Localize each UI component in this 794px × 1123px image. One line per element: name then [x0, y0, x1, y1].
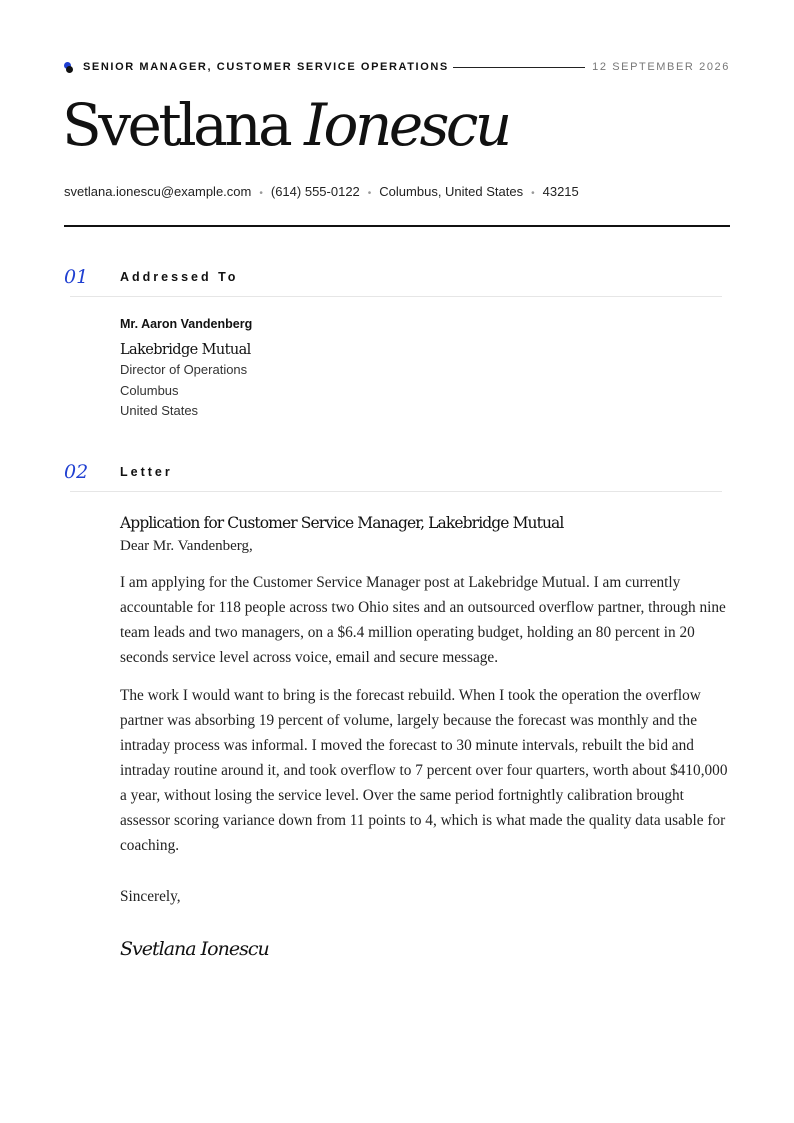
- header-topline: [64, 60, 730, 76]
- recipient-city: Columbus: [120, 382, 179, 398]
- contact-email[interactable]: svetlana.ionescu@example.com: [64, 184, 252, 199]
- letter-closing: Sincerely,: [120, 888, 181, 905]
- first-name: Svetlana: [62, 91, 290, 159]
- contact-location: Columbus, United States: [379, 184, 524, 199]
- letter-salutation: Dear Mr. Vandenberg,: [120, 538, 253, 554]
- section-divider: [70, 296, 722, 297]
- letter-date: 12 SEPTEMBER 2026: [592, 61, 730, 73]
- signature: Svetlana Ionescu: [120, 938, 269, 960]
- recipient-country: United States: [120, 403, 199, 418]
- recipient-title: Director of Operations: [120, 362, 248, 377]
- contact-postal-code: 43215: [542, 184, 579, 199]
- recipient-block: [120, 316, 720, 422]
- section-title-letter: Letter: [120, 465, 173, 479]
- recipient-name: Mr. Aaron Vandenberg: [120, 317, 253, 331]
- applicant-name: [62, 92, 509, 159]
- contact-phone[interactable]: (614) 555-0122: [270, 184, 360, 199]
- contact-separator: •: [531, 188, 535, 199]
- header-rule: [64, 225, 730, 227]
- recipient-company: Lakebridge Mutual: [120, 342, 251, 358]
- contact-line: [64, 184, 579, 199]
- last-name: Ionescu: [304, 91, 509, 159]
- contact-separator: •: [367, 188, 372, 199]
- letter-paragraph: The work I would want to bring is the forecast rebuild. When I took the operation the overflow partner was absorbing 19 percent of volume, largely because the forecast was monthly and the intraday process was informal. I moved the forecast to 30 minute intervals, rebuilt the bid and intraday routine around it, and took overflow to 7 percent over four quarters, worth about $410,000 a year, without losing the service level. Over the same period fortnightly calibration brought assessor scoring variance down from 11 points to 4, which is what made the quality data usable for coaching.: [120, 687, 728, 854]
- section-title-addressed: Addressed To: [120, 270, 239, 284]
- letter-subject: Application for Customer Service Manager, Lakebridge Mutual: [120, 514, 564, 532]
- section-divider: [70, 491, 722, 492]
- contact-separator: •: [259, 188, 263, 199]
- letter-body: [120, 512, 732, 960]
- section-number-addressed: 01: [64, 266, 89, 288]
- header-divider: [453, 67, 585, 68]
- role-title: SENIOR MANAGER, CUSTOMER SERVICE OPERATIONS: [83, 61, 449, 73]
- section-number-letter: 02: [64, 461, 89, 483]
- letter-paragraph: I am applying for the Customer Service Manager post at Lakebridge Mutual. I am currently accountable for 118 people across two Ohio sites and an outsourced overflow partner, through nine team leads and two managers, on a $6.4 million operating budget, holding an 80 percent in 20 seconds service level across voice, email and secure message.: [120, 574, 726, 666]
- dark-dot-icon: [66, 66, 73, 73]
